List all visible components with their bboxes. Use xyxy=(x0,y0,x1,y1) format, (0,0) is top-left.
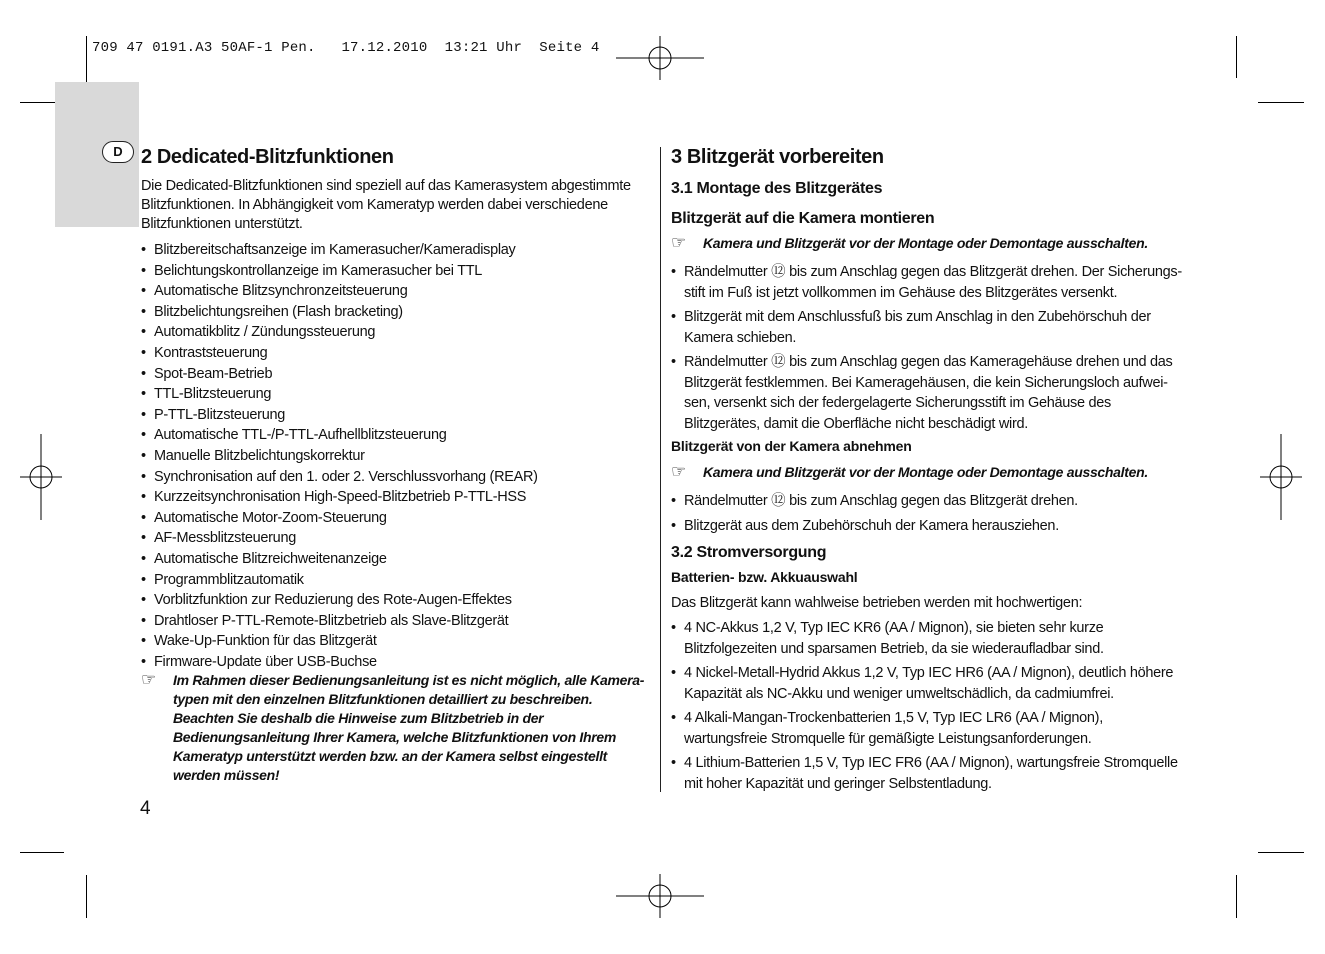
left-note xyxy=(141,671,655,785)
language-badge: D xyxy=(102,141,134,163)
pointing-hand-icon: ☞ xyxy=(141,670,157,689)
battery-list xyxy=(671,618,1186,798)
list-item: • Kontraststeuerung xyxy=(141,343,651,364)
list-item: • 4 Alkali-Mangan-Trockenbatterien 1,5 V, Typ IEC LR6 (AA / Mignon), wartungsfreie Stromquelle für gemäßigte Leistungsanforderungen. xyxy=(671,708,1186,749)
section-3-title: 3 Blitzgerät vorbereiten xyxy=(671,146,884,168)
mount-note xyxy=(671,234,1191,253)
remove-note-text: Kamera und Blitzgerät vor der Montage oder Demontage ausschalten. xyxy=(703,464,1148,480)
list-item: • 4 Lithium-Batterien 1,5 V, Typ IEC FR6 (AA / Mignon), wartungsfreie Stromquelle mit hoher Kapazität und geringer Selbstentladung. xyxy=(671,753,1186,794)
list-item: • Automatische Blitzsynchronzeitsteuerung xyxy=(141,281,651,302)
left-note-text: Im Rahmen dieser Bedienungsanleitung ist es nicht möglich, alle Kamera-typen mit den einzelnen Blitzfunktionen detailliert zu beschreiben. Beachten Sie deshalb die Hinweise zum Blitzbetrieb in der Bedienungsanleitung Ihrer Kamera, welche Blitzfunktionen von Ihrem Kameratyp unterstützt werden bzw. an der Kamera selbst eingestellt werden müssen! xyxy=(173,672,645,783)
crop-mark xyxy=(1258,102,1304,103)
list-item: • Programmblitzautomatik xyxy=(141,570,651,591)
registration-mark-left xyxy=(18,432,64,522)
list-item: • Rändelmutter ⑫ bis zum Anschlag gegen das Kameragehäuse drehen und das Blitzgerät festklemmen. Bei Kameragehäusen, die kein Sicherungsloch aufwei-sen, versenkt sich der federgelagerte Sicherungsstift im Gehäuse des Blitzgerätes, damit die Oberfläche nicht beschädigt wird. xyxy=(671,352,1186,434)
list-item: • Rändelmutter ⑫ bis zum Anschlag gegen das Blitzgerät drehen. Der Sicherungs-stift im Fuß ist jetzt vollkommen im Gehäuse des Blitzgerätes versenkt. xyxy=(671,262,1186,303)
pointing-hand-icon: ☞ xyxy=(671,462,687,481)
list-item: • AF-Messblitzsteuerung xyxy=(141,528,651,549)
remove-steps xyxy=(671,491,1186,540)
feature-list xyxy=(141,240,651,672)
list-item: • Rändelmutter ⑫ bis zum Anschlag gegen das Blitzgerät drehen. xyxy=(671,491,1186,512)
list-item: • Drahtloser P-TTL-Remote-Blitzbetrieb als Slave-Blitzgerät xyxy=(141,611,651,632)
print-slug: 709 47 0191.A3 50AF-1 Pen. 17.12.2010 13:21 Uhr Seite 4 xyxy=(92,40,600,56)
list-item: • Synchronisation auf den 1. oder 2. Verschlussvorhang (REAR) xyxy=(141,467,651,488)
list-item: • Automatische Blitzreichweitenanzeige xyxy=(141,549,651,570)
list-item: • Automatikblitz / Zündungssteuerung xyxy=(141,322,651,343)
list-item: • Manuelle Blitzbelichtungskorrektur xyxy=(141,446,651,467)
registration-mark-bottom xyxy=(612,872,708,920)
section-3-2-title: 3.2 Stromversorgung xyxy=(671,544,827,561)
list-item: • TTL-Blitzsteuerung xyxy=(141,384,651,405)
section-2-title: 2 Dedicated-Blitzfunktionen xyxy=(141,146,394,168)
pointing-hand-icon: ☞ xyxy=(671,233,687,252)
list-item: • Blitzbelichtungsreihen (Flash bracketing) xyxy=(141,302,651,323)
list-item: • P-TTL-Blitzsteuerung xyxy=(141,405,651,426)
mount-steps xyxy=(671,262,1186,438)
remove-note xyxy=(671,463,1191,482)
crop-mark xyxy=(1258,852,1304,853)
list-item: • Blitzgerät mit dem Anschlussfuß bis zum Anschlag in den Zubehörschuh der Kamera schieben. xyxy=(671,307,1186,348)
list-item: • Wake-Up-Funktion für das Blitzgerät xyxy=(141,631,651,652)
list-item: • 4 Nickel-Metall-Hydrid Akkus 1,2 V, Typ IEC HR6 (AA / Mignon), deutlich höhere Kapazität als NC-Akku und weniger umweltschädlich, da cadmiumfrei. xyxy=(671,663,1186,704)
crop-mark xyxy=(86,875,87,918)
list-item: • Kurzzeitsynchronisation High-Speed-Blitzbetrieb P-TTL-HSS xyxy=(141,487,651,508)
mount-note-text: Kamera und Blitzgerät vor der Montage oder Demontage ausschalten. xyxy=(703,235,1148,251)
list-item: • Blitzbereitschaftsanzeige im Kamerasucher/Kameradisplay xyxy=(141,240,651,261)
battery-intro: Das Blitzgerät kann wahlweise betrieben werden mit hochwertigen: xyxy=(671,595,1083,611)
list-item: • Blitzgerät aus dem Zubehörschuh der Kamera herausziehen. xyxy=(671,516,1186,537)
mount-title: Blitzgerät auf die Kamera montieren xyxy=(671,210,935,227)
list-item: • Spot-Beam-Betrieb xyxy=(141,364,651,385)
section-3-1-title: 3.1 Montage des Blitzgerätes xyxy=(671,180,883,197)
crop-mark xyxy=(1236,36,1237,78)
page-number: 4 xyxy=(140,798,151,819)
crop-mark xyxy=(1236,875,1237,918)
list-item: • Automatische Motor-Zoom-Steuerung xyxy=(141,508,651,529)
crop-mark xyxy=(20,852,64,853)
list-item: • 4 NC-Akkus 1,2 V, Typ IEC KR6 (AA / Mignon), sie bieten sehr kurze Blitzfolgezeiten und sparsamen Betrieb, da sie wiederaufladbar sind. xyxy=(671,618,1186,659)
registration-mark-top xyxy=(612,34,708,82)
registration-mark-right xyxy=(1258,432,1304,522)
remove-title: Blitzgerät von der Kamera abnehmen xyxy=(671,438,912,454)
section-2-intro: Die Dedicated-Blitzfunktionen sind speziell auf das Kamerasystem abgestimmte Blitzfunktionen. In Abhängigkeit vom Kameratyp werden dabei verschiedene Blitzfunktionen unterstützt. xyxy=(141,178,631,232)
list-item: • Vorblitzfunktion zur Reduzierung des Rote-Augen-Effektes xyxy=(141,590,651,611)
list-item: • Firmware-Update über USB-Buchse xyxy=(141,652,651,673)
list-item: • Belichtungskontrollanzeige im Kamerasucher bei TTL xyxy=(141,261,651,282)
list-item: • Automatische TTL-/P-TTL-Aufhellblitzsteuerung xyxy=(141,425,651,446)
column-divider xyxy=(660,147,661,792)
battery-title: Batterien- bzw. Akkuauswahl xyxy=(671,569,858,585)
